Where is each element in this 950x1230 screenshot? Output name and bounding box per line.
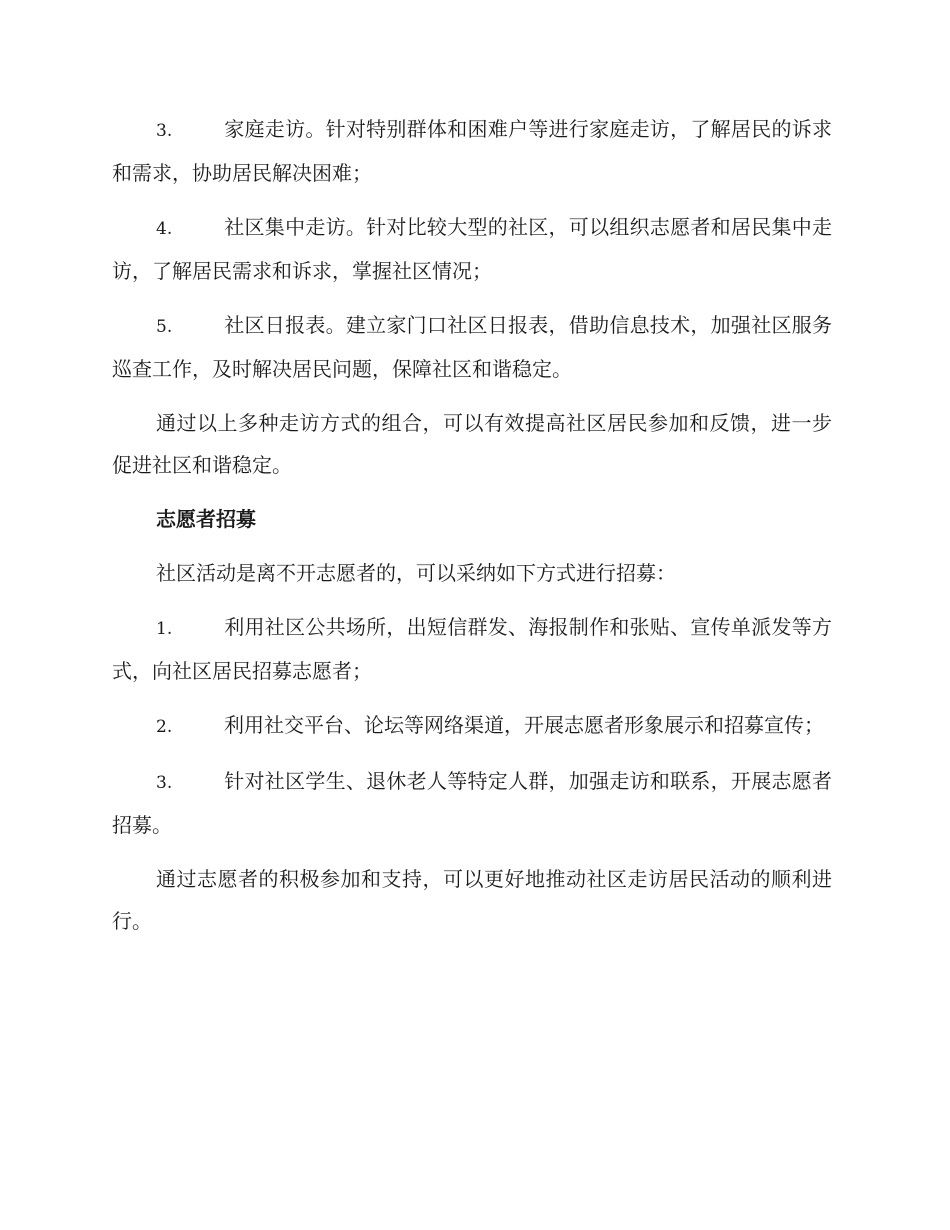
document-page [112,108,832,954]
list-item-public-places [112,606,832,692]
list-text: 利用社交平台、论坛等网络渠道，开展志愿者形象展示和招募宣传； [224,713,824,737]
intro-paragraph-recruitment: 社区活动是离不开志愿者的，可以采纳如下方式进行招募： [156,561,676,585]
list-item-group-visit [112,206,832,292]
list-number: 1. [156,619,173,639]
list-number: 3. [156,773,173,793]
section-heading-volunteer-recruitment: 志愿者招募 [156,507,256,531]
list-text: 社区集中走访。针对比较大型的社区，可以组织志愿者和居民集中走访，了解居民需求和诉求，掌握社区情况； [112,215,832,283]
list-number: 2. [156,717,173,737]
list-text: 利用社区公共场所，出短信群发、海报制作和张贴、宣传单派发等方式，向社区居民招募志愿者； [112,615,832,683]
list-number: 5. [156,317,173,337]
list-number: 4. [156,219,173,239]
list-item-family-visit [112,108,832,194]
list-item-target-groups [112,760,832,846]
summary-paragraph-volunteers: 通过志愿者的积极参加和支持，可以更好地推动社区走访居民活动的顺利进行。 [112,867,832,933]
list-text: 社区日报表。建立家门口社区日报表，借助信息技术，加强社区服务巡查工作，及时解决居民问题，保障社区和谐稳定。 [112,313,832,381]
list-item-daily-report [112,304,832,390]
list-text: 针对社区学生、退休老人等特定人群，加强走访和联系，开展志愿者招募。 [112,769,832,837]
list-text: 家庭走访。针对特别群体和困难户等进行家庭走访，了解居民的诉求和需求，协助居民解决困难； [112,117,832,185]
list-number: 3. [156,121,173,141]
list-item-online-channels [112,704,832,748]
summary-paragraph-visits: 通过以上多种走访方式的组合，可以有效提高社区居民参加和反馈，进一步促进社区和谐稳定。 [112,411,832,477]
